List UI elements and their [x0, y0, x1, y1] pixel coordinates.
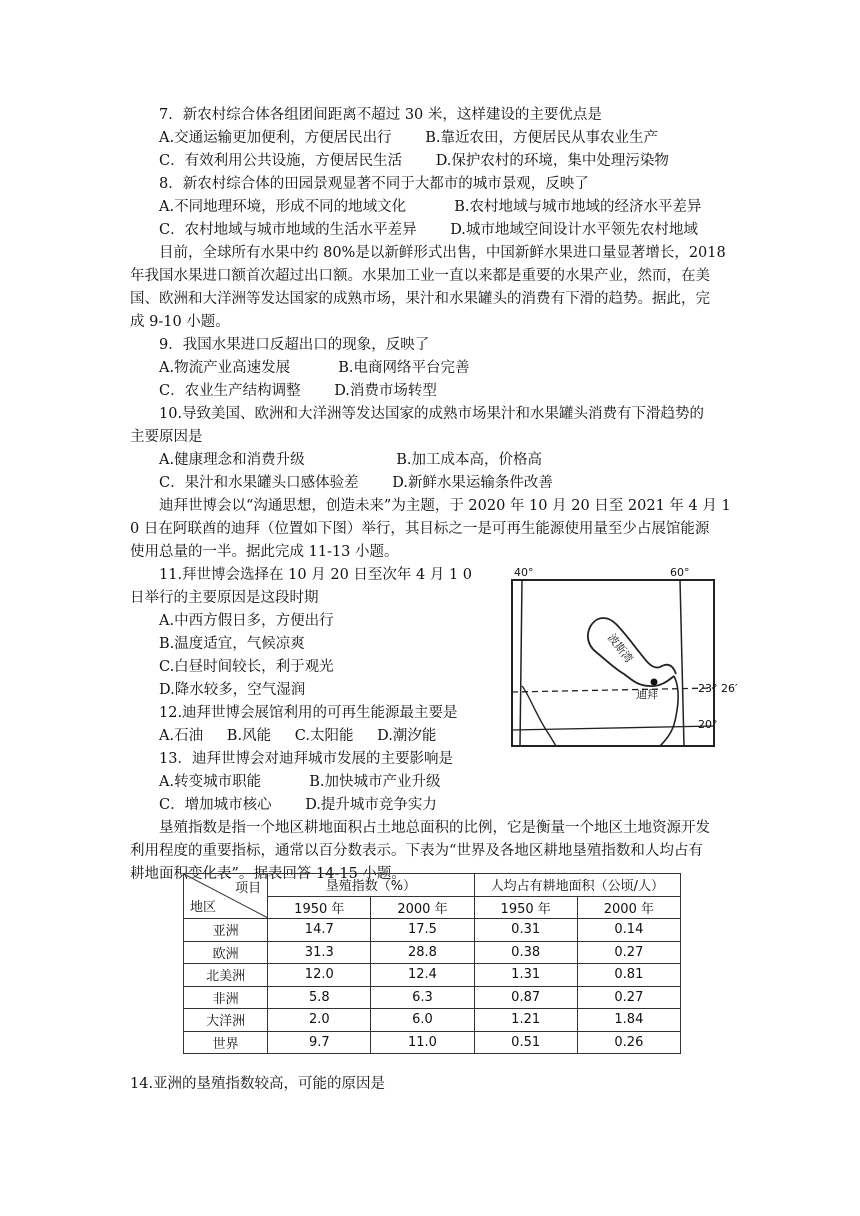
- passage-fruit-line2: 年我国水果进口额首次超过出口额。水果加工业一直以来都是重要的水果产业，然而，在美: [130, 268, 710, 284]
- q9-stem: 9．我国水果进口反超出口的现象，反映了: [159, 337, 430, 353]
- header-year: 2000 年: [577, 896, 680, 919]
- q10-stem-line2: 主要原因是: [130, 429, 203, 445]
- q11-option-d: D.降水较多，空气湿润: [159, 682, 306, 698]
- q10-stem-line1: 10.导致美国、欧洲和大洋洲等发达国家的成熟市场果汁和水果罐头消费有下滑趋势的: [159, 406, 705, 422]
- passage-expo-line2: 0 日在阿联酋的迪拜（位置如下图）举行，其目标之一是可再生能源使用量至少占展馆能源: [130, 521, 710, 537]
- value-cell: 0.27: [577, 941, 680, 964]
- value-cell: 5.8: [268, 986, 371, 1009]
- meridian-60: [680, 580, 684, 746]
- q7-options-cd: C．有效利用公共设施，方便居民生活 D.保护农村的环境，集中处理污染物: [159, 153, 669, 169]
- q11-stem-line1: 11.拜世博会选择在 10 月 20 日至次年 4 月 1 0: [159, 567, 473, 583]
- q11-option-a: A.中西方假日多，方便出行: [159, 613, 334, 629]
- corner-item-label: 项目: [235, 881, 262, 896]
- value-cell: 1.84: [577, 1009, 680, 1032]
- region-cell: 非洲: [184, 986, 268, 1009]
- value-cell: 31.3: [268, 941, 371, 964]
- q7-options-ab: A.交通运输更加便利，方便居民出行 B.靠近农田，方便居民从事农业生产: [159, 130, 658, 146]
- lat-label-20: 20°: [698, 718, 718, 731]
- header-year: 1950 年: [268, 896, 371, 919]
- lon-label-40: 40°: [514, 566, 534, 579]
- value-cell: 2.0: [268, 1009, 371, 1032]
- passage-land-line3: 耕地面积变化表”。据表回答 14-15 小题。: [130, 866, 406, 882]
- passage-fruit-line4: 成 9-10 小题。: [130, 314, 230, 330]
- dubai-location-map: [510, 566, 750, 752]
- q11-option-b: B.温度适宜，气候凉爽: [159, 636, 305, 652]
- oman-coast: [660, 676, 678, 746]
- header-per-capita-area: 人均占有耕地面积（公顷/人）: [474, 874, 680, 897]
- value-cell: 14.7: [268, 919, 371, 942]
- gulf-label: 波斯湾: [604, 631, 636, 666]
- q13-options-cd: C．增加城市核心 D.提升城市竞争实力: [159, 797, 437, 813]
- value-cell: 12.4: [371, 964, 474, 987]
- q10-options-ab: A.健康理念和消费升级 B.加工成本高，价格高: [159, 452, 542, 468]
- region-cell: 北美洲: [184, 964, 268, 987]
- region-cell: 世界: [184, 1031, 268, 1054]
- value-cell: 0.38: [474, 941, 577, 964]
- value-cell: 28.8: [371, 941, 474, 964]
- q8-stem: 8．新农村综合体的田园景观显著不同于大都市的城市景观，反映了: [159, 176, 589, 192]
- passage-land-line1: 垦殖指数是指一个地区耕地面积占土地总面积的比例，它是衡量一个地区土地资源开发: [159, 820, 710, 836]
- value-cell: 11.0: [371, 1031, 474, 1054]
- q8-options-ab: A.不同地理环境，形成不同的地域文化 B.农村地域与城市地域的经济水平差异: [159, 199, 702, 215]
- dubai-point: [651, 679, 658, 686]
- header-year: 1950 年: [474, 896, 577, 919]
- lon-label-60: 60°: [670, 566, 690, 579]
- passage-fruit-line1: 目前，全球所有水果中约 80%是以新鲜形式出售，中国新鲜水果进口量显著增长，2018: [159, 245, 726, 261]
- red-sea-coast: [522, 686, 556, 746]
- q13-stem: 13．迪拜世博会对迪拜城市发展的主要影响是: [159, 751, 453, 767]
- value-cell: 0.87: [474, 986, 577, 1009]
- value-cell: 9.7: [268, 1031, 371, 1054]
- gulf-coast-east: [592, 618, 676, 674]
- region-cell: 大洋洲: [184, 1009, 268, 1032]
- corner-region-label: 地区: [190, 900, 217, 915]
- value-cell: 6.3: [371, 986, 474, 1009]
- table-corner-cell: [184, 874, 268, 919]
- q9-options-cd: C．农业生产结构调整 D.消费市场转型: [159, 383, 437, 399]
- value-cell: 0.51: [474, 1031, 577, 1054]
- header-year: 2000 年: [371, 896, 474, 919]
- value-cell: 1.21: [474, 1009, 577, 1032]
- value-cell: 1.31: [474, 964, 577, 987]
- value-cell: 0.27: [577, 986, 680, 1009]
- q13-options-ab: A.转变城市职能 B.加快城市产业升级: [159, 774, 441, 790]
- passage-expo-line1: 迪拜世博会以“沟通思想，创造未来”为主题，于 2020 年 10 月 20 日至 2021 年 4 月 1: [159, 498, 731, 514]
- region-cell: 亚洲: [184, 919, 268, 942]
- value-cell: 0.26: [577, 1031, 680, 1054]
- q14-stem: 14.亚洲的垦殖指数较高，可能的原因是: [130, 1076, 386, 1092]
- q7-stem: 7．新农村综合体各组团间距离不超过 30 米，这样建设的主要优点是: [159, 107, 602, 123]
- value-cell: 0.81: [577, 964, 680, 987]
- table-row: [184, 919, 681, 942]
- value-cell: 0.31: [474, 919, 577, 942]
- q10-options-cd: C．果汁和水果罐头口感体验差 D.新鲜水果运输条件改善: [159, 475, 553, 491]
- table-row: [184, 964, 681, 987]
- table-row: [184, 1031, 681, 1054]
- value-cell: 0.14: [577, 919, 680, 942]
- city-label: 迪拜: [636, 688, 658, 701]
- table-row: [184, 941, 681, 964]
- q8-options-cd: C．农村地域与城市地域的生活水平差异 D.城市地域空间设计水平领先农村地域: [159, 222, 698, 238]
- q11-stem-line2: 日举行的主要原因是这段时期: [130, 590, 319, 606]
- q12-options: A.石油 B.风能 C.太阳能 D.潮汐能: [159, 728, 437, 744]
- land-index-table: [183, 873, 681, 1054]
- passage-fruit-line3: 国、欧洲和大洋洲等发达国家的成熟市场，果汁和水果罐头的消费有下滑的趋势。据此，完: [130, 291, 710, 307]
- value-cell: 17.5: [371, 919, 474, 942]
- lat-label-tropic: 23° 26′: [698, 682, 738, 695]
- region-cell: 欧洲: [184, 941, 268, 964]
- meridian-40: [520, 580, 522, 746]
- tropic-of-cancer: [512, 688, 714, 692]
- passage-expo-line3: 使用总量的一半。据此完成 11-13 小题。: [130, 544, 399, 560]
- table-row: [184, 986, 681, 1009]
- q9-options-ab: A.物流产业高速发展 B.电商网络平台完善: [159, 360, 470, 376]
- header-cultivation-index: 垦殖指数（%）: [268, 874, 474, 897]
- q12-stem: 12.迪拜世博会展馆利用的可再生能源最主要是: [159, 705, 458, 721]
- table-row: [184, 1009, 681, 1032]
- passage-land-line2: 利用程度的重要指标，通常以百分数表示。下表为“世界及各地区耕地垦殖指数和人均占有: [130, 843, 703, 859]
- q11-option-c: C.白昼时间较长，利于观光: [159, 659, 334, 675]
- value-cell: 12.0: [268, 964, 371, 987]
- value-cell: 6.0: [371, 1009, 474, 1032]
